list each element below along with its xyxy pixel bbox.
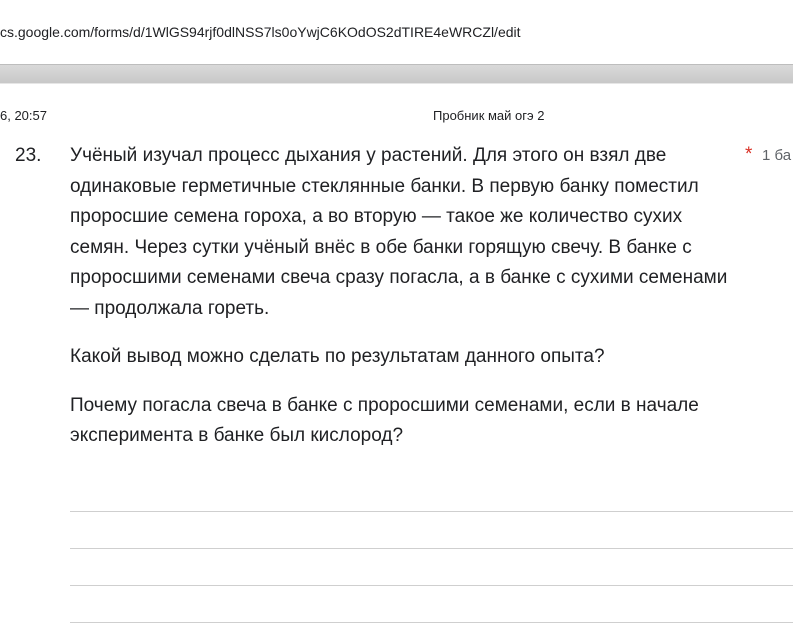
question-number: 23.	[15, 145, 42, 166]
required-asterisk: *	[745, 144, 753, 165]
question-text-block	[70, 141, 746, 470]
page-divider-bar	[0, 64, 793, 84]
print-datetime: 6, 20:57	[0, 108, 47, 123]
question-paragraph-conclusion: Какой вывод можно сделать по результатам данного опыта?	[70, 346, 605, 367]
answer-line[interactable]	[70, 585, 793, 586]
question-points: 1 ба	[762, 147, 792, 164]
answer-line[interactable]	[70, 511, 793, 512]
form-title: Пробник май огэ 2	[433, 108, 545, 123]
question-paragraph-description: Учёный изучал процесс дыхания у растений. Для этого он взял две одинаковые герметичные стеклянные банки. В первую банку поместил проросшие семена гороха, а во вторую — такое же количество сухих семян. Через сутки учёный внёс в обе банки горящую свечу. В банке с проросшими семенами свеча сразу погасла, а в банке с сухими семенами — продолжала гореть.	[70, 145, 728, 319]
answer-line[interactable]	[70, 548, 793, 549]
page-url: cs.google.com/forms/d/1WlGS94rjf0dlNSS7ls0oYwjC6KOdOS2dTIRE4eWRCZl/edit	[0, 24, 521, 40]
question-paragraph-why: Почему погасла свеча в банке с проросшими семенами, если в начале эксперимента в банке был кислород?	[70, 394, 699, 446]
answer-line[interactable]	[70, 622, 793, 623]
